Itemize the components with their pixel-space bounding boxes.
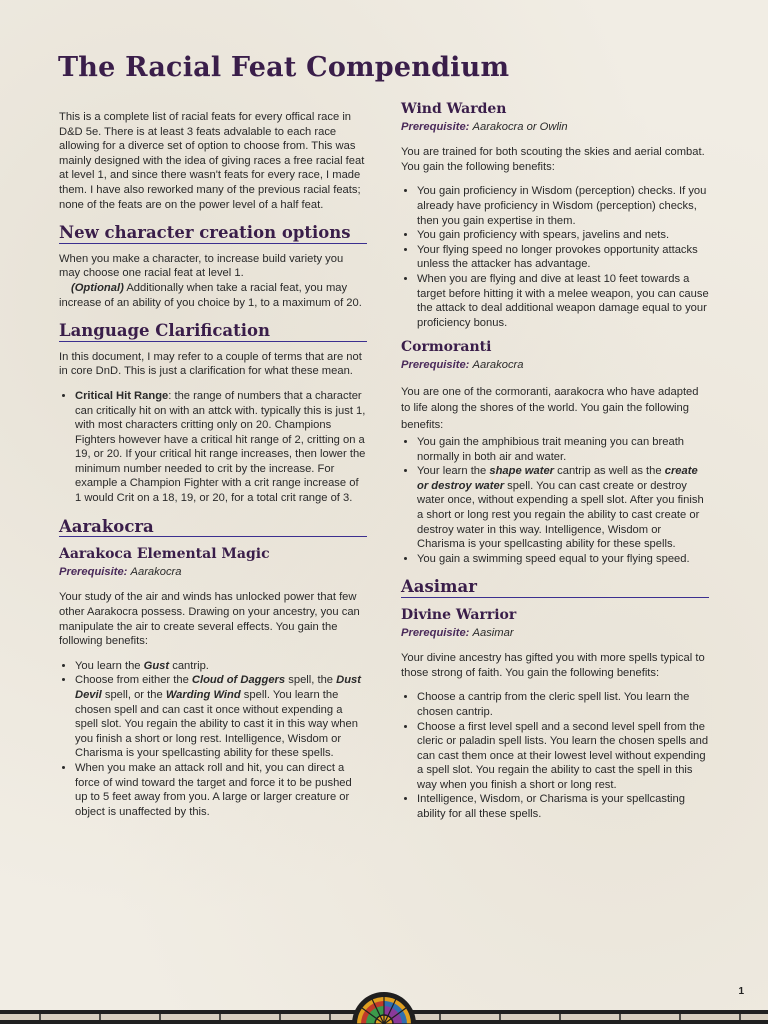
spell-name: shape water — [489, 465, 555, 478]
list-item: • Choose from either the Cloud of Daggers spell, the Dust Devil spell, or the Warding Wind spell. You learn the chosen spell and can cast it once without expending a spell slot. You regain the ability to cast it in this way when you finish a short or long rest. Intelligence, Wisdom or Charisma is your spellcasting ability for these spells. — [75, 673, 367, 761]
list-item: • Your flying speed no longer provokes opportunity attacks unless the attacker has advantage. — [417, 243, 709, 272]
prerequisite-line — [59, 565, 367, 580]
feat-title-cormoranti: Cormoranti — [401, 339, 492, 356]
language-paragraph: In this document, I may refer to a couple of terms that are not in core DnD. This is just a clarification for what these mean. — [59, 350, 362, 378]
spell-name: Dust Devil — [75, 674, 362, 701]
term-label: Critical Hit Range — [75, 389, 169, 402]
list-item: • Intelligence, Wisdom, or Charisma is your spellcasting ability for all these spells. — [417, 792, 709, 821]
feat-description: You are one of the cormoranti, aarakocra who have adapted to life along the shores of the world. You gain the following benefits: — [401, 385, 699, 431]
intro-paragraph: This is a complete list of racial feats for every offical race in D&D 5e. There is at least 3 feats advalable to each race allowing for a diverce set of option to choose from. This was mainly designed with the idea of giving races a free racial feat at level 1, and since there wasn't feats for every race, I made them. I have also reworked many of the previous racial feats; none of the feats are on the power level of a half feat. — [59, 111, 365, 211]
prereq-value: Aarakocra — [472, 358, 524, 371]
list-item: • When you make an attack roll and hit, you can direct a force of wind toward the target and force it to be pushed up to 5 feet away from you. A large or larger creature or object is unaffected by this. — [75, 761, 367, 819]
feat-description: Your study of the air and winds has unlocked power that few other Aarakocra possess. Drawing on your ancestry, you can manipulate the air to create several effects. You gain the following benefits: — [59, 591, 360, 648]
feat-benefits-list — [401, 690, 709, 821]
list-item: • When you are flying and dive at least 10 feet towards a target before hitting it with a melee weapon, you can cause the attack to deal additional weapon damage equal to your proficiency bonus. — [417, 272, 709, 330]
list-item: • You gain a swimming speed equal to your flying speed. — [417, 552, 709, 567]
prereq-value: Aasimar — [472, 626, 514, 639]
language-list — [59, 389, 367, 506]
list-item: • Choose a cantrip from the cleric spell list. You learn the chosen cantrip. — [417, 690, 709, 719]
list-item: • You gain the amphibious trait meaning you can breath normally in both air and water. — [417, 435, 709, 464]
section-heading-language: Language Clarification — [59, 324, 367, 342]
prereq-label: Prerequisite: — [401, 626, 470, 639]
spell-name: Gust — [143, 659, 170, 672]
page-title: The Racial Feat Compendium — [58, 52, 510, 83]
creation-optional-paragraph — [59, 281, 367, 310]
prereq-label: Prerequisite: — [401, 120, 470, 133]
spell-name: create or destroy water — [417, 465, 698, 492]
feat-benefits-list — [401, 184, 709, 330]
list-item: • Choose a first level spell and a second level spell from the cleric or paladin spell lists. You learn the chosen spells and can cast them once at their lowest level without expending a spell slot. You regain the ability to cast the spell in this way when you finish a short or long rest. — [417, 720, 709, 793]
section-heading-aasimar: Aasimar — [401, 580, 709, 598]
spell-name: Warding Wind — [165, 689, 241, 701]
list-item: • You gain proficiency in Wisdom (perception) checks. If you already have proficiency in Wisdom (perception) checks, then you gain expertise in them. — [417, 184, 709, 228]
feat-title-divine-warrior: Divine Warrior — [401, 606, 517, 623]
list-item — [75, 389, 367, 506]
prereq-value: Aarakocra — [130, 565, 182, 578]
spell-name: Cloud of Daggers — [191, 674, 286, 687]
right-column — [401, 102, 709, 830]
prereq-value: Aarakocra or Owlin — [472, 120, 568, 133]
list-item: • You learn the Gust cantrip. — [75, 659, 367, 674]
optional-label: (Optional) — [71, 281, 124, 294]
optional-text: Additionally when take a racial feat, you may increase of an ability of you choice by 1, to a maximum of 20. — [59, 281, 362, 309]
page-number: 1 — [738, 986, 744, 997]
feat-title-wind-warden: Wind Warden — [401, 101, 507, 117]
list-item: • You gain proficiency with spears, javelins and nets. — [417, 228, 709, 243]
feat-description: You are trained for both scouting the skies and aerial combat. You gain the following benefits: — [401, 146, 705, 173]
prerequisite-line — [401, 626, 709, 641]
creation-paragraph: When you make a character, to increase build variety you may choose one racial feat at level 1. — [59, 252, 344, 280]
feat-title-elemental-magic: Aarakoca Elemental Magic — [59, 546, 270, 563]
prerequisite-line — [401, 120, 709, 135]
list-item: • Your learn the shape water cantrip as well as the create or destroy water spell. You can cast create or destroy water once, without expending a spell slot. After you finish a short or long rest you regain the ability to cast create or destroy water in this way. Intelligence, Wisdom or Charisma is your spellcasting ability for these spells. — [417, 464, 709, 552]
feat-description: Your divine ancestry has gifted you with more spells typical to those strong of faith. You gain the following benefits: — [401, 652, 705, 679]
feat-benefits-list — [401, 435, 709, 566]
section-heading-creation: New character creation options — [59, 226, 367, 244]
prerequisite-line — [401, 358, 709, 373]
prereq-label: Prerequisite: — [401, 358, 470, 371]
prereq-label: Prerequisite: — [59, 565, 128, 578]
stained-glass-emblem-icon — [350, 990, 418, 1024]
section-heading-aarakocra: Aarakocra — [59, 520, 367, 538]
left-column — [59, 110, 367, 827]
term-text: : the range of numbers that a character can critically hit on with an attck with. typically this is just 1, with most characters critting only on 20. Champions Fighters however have a critical hit range of 2, critting on a 19, or 20. If your critical hit range increases, then lower the minimum number needed to crit by the increase. For example a Champion Fighter with a crit range increase of 1 would Crit on a 18, 19, or 20, for a total crit range of 3. — [75, 389, 366, 505]
feat-benefits-list — [59, 659, 367, 820]
